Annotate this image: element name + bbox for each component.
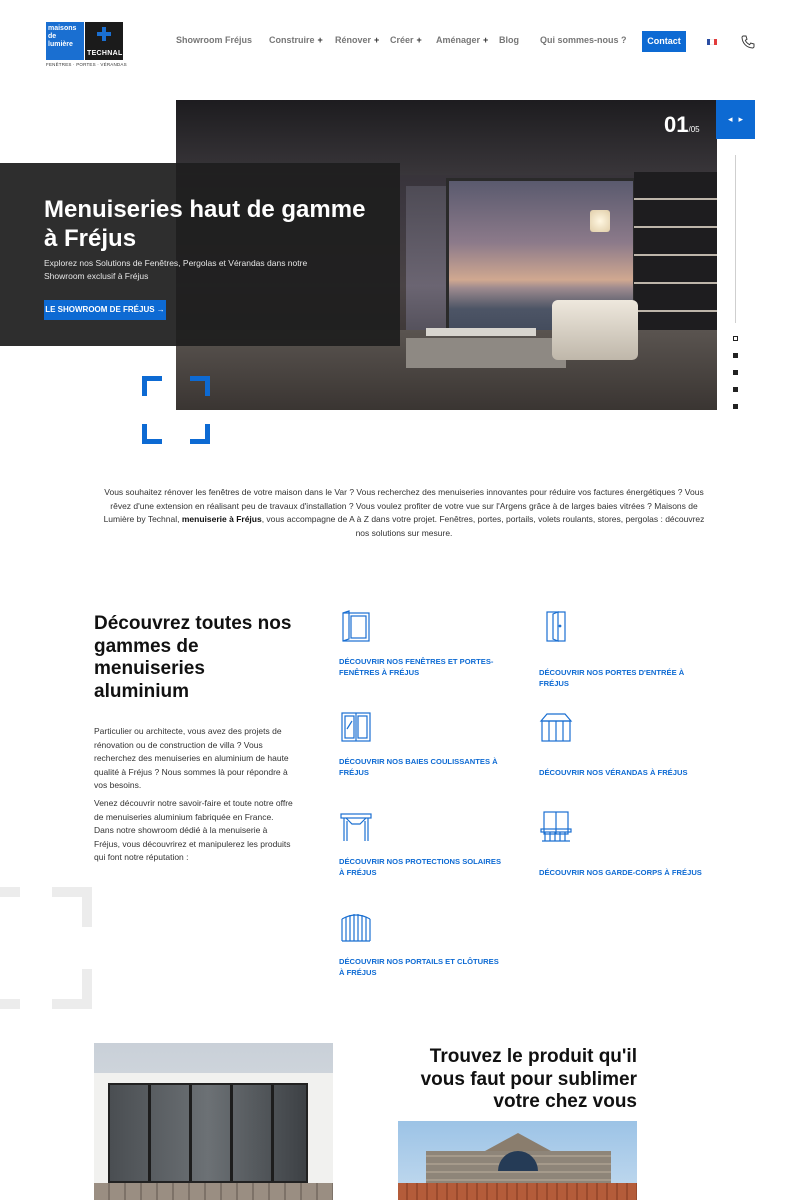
- find-product-title: Trouvez le produit qu'il vous faut pour sublimer votre chez vous: [420, 1046, 637, 1112]
- ranges-paragraph-2: Venez découvrir notre savoir-faire et toute notre offre de menuiseries aluminium fabriquée en France. Dans notre showroom dédié à la menuiserie à Fréjus, vous découvrirez et manipulerez les produits qui font notre réputation :: [94, 798, 293, 862]
- sliding-bay-icon: [339, 709, 373, 743]
- fr-flag-icon[interactable]: [707, 39, 717, 45]
- product-link-solar-protections[interactable]: DÉCOUVRIR NOS PROTECTIONS SOLAIRES À FRÉJUS: [339, 809, 509, 843]
- intro-bold-keyword: menuiserie à Fréjus: [181, 514, 262, 524]
- stone-house-photo: [398, 1121, 637, 1200]
- product-link-gates-fences[interactable]: DÉCOUVRIR NOS PORTAILS ET CLÔTURES À FRÉJUS: [339, 909, 509, 943]
- decorative-grey-frame-icon: [0, 887, 92, 1009]
- brand-logo[interactable]: [46, 22, 127, 68]
- railing-icon: [539, 809, 573, 843]
- hero-subtitle: Explorez nos Solutions de Fenêtres, Pergolas et Vérandas dans notre Showroom exclusif à Fréjus: [44, 258, 308, 281]
- slider-arrows: [716, 100, 755, 139]
- nav-renover[interactable]: Rénover +: [335, 35, 380, 45]
- product-link-windows[interactable]: DÉCOUVRIR NOS FENÊTRES ET PORTES-FENÊTRES À FRÉJUS: [339, 609, 509, 643]
- decorative-frame-icon: [142, 376, 210, 444]
- plus-icon: +: [483, 35, 489, 45]
- contact-button[interactable]: Contact: [642, 31, 686, 52]
- site-header: [0, 0, 800, 90]
- nav-amenager[interactable]: Aménager +: [436, 35, 489, 45]
- window-icon: [339, 609, 373, 643]
- nav-blog[interactable]: Blog: [499, 35, 519, 45]
- product-link-railings[interactable]: DÉCOUVRIR NOS GARDE-CORPS À FRÉJUS: [539, 809, 709, 843]
- slide-dot-2[interactable]: [733, 353, 738, 358]
- phone-icon[interactable]: [740, 34, 756, 50]
- folding-bay-photo: [94, 1043, 333, 1200]
- hero-title: Menuiseries haut de gamme à Fréjus: [44, 196, 366, 252]
- slide-dot-1[interactable]: [733, 336, 738, 341]
- product-link-verandas[interactable]: DÉCOUVRIR NOS VÉRANDAS À FRÉJUS: [539, 709, 709, 743]
- product-link-entry-doors[interactable]: DÉCOUVRIR NOS PORTES D'ENTRÉE À FRÉJUS: [539, 609, 709, 643]
- logo-tagline: FENÊTRES · PORTES · VÉRANDAS: [46, 62, 127, 67]
- slide-dot-5[interactable]: [733, 404, 738, 409]
- plus-icon: +: [374, 35, 380, 45]
- prev-arrow-icon[interactable]: ◂: [727, 114, 733, 124]
- product-link-sliding-bays[interactable]: DÉCOUVRIR NOS BAIES COULISSANTES À FRÉJUS: [339, 709, 509, 743]
- technal-cross-icon: [97, 27, 111, 41]
- showroom-frejus-button[interactable]: LE SHOWROOM DE FRÉJUS →: [44, 300, 166, 320]
- logo-technal: TECHNAL: [85, 22, 123, 60]
- slide-counter: 01/05: [664, 112, 700, 137]
- plus-icon: +: [416, 35, 422, 45]
- logo-maisons-de-lumiere: maisons de lumière: [46, 22, 84, 60]
- nav-construire[interactable]: Construire +: [269, 35, 323, 45]
- intro-paragraph: Vous souhaitez rénover les fenêtres de votre maison dans le Var ? Vous recherchez des menuiseries innovantes pour réduire vos factures énergétiques ? Vous rêvez d'une extension en réalisant peu de travaux d'installation ? Vous voulez profiter de votre vue sur l'Argens grâce à de larges baies vitrées ? Maisons de Lumière by Technal, menuiserie à Fréjus, vous accompagne de A à Z dans votre projet. Fenêtres, portes, portails, volets roulants, stores, pergolas : découvrez nos solutions sur mesure.: [103, 487, 705, 538]
- nav-qui-sommes-nous[interactable]: Qui sommes-nous ?: [540, 35, 627, 45]
- slide-dot-4[interactable]: [733, 387, 738, 392]
- plus-icon: +: [317, 35, 323, 45]
- slide-dot-3[interactable]: [733, 370, 738, 375]
- gate-icon: [339, 909, 373, 943]
- ranges-title: Découvrez toutes nos gammes de menuiseries aluminium: [94, 613, 292, 702]
- ranges-paragraph-1: Particulier ou architecte, vous avez des projets de rénovation ou de construction de villa ? Vous recherchez des menuiseries en aluminium de haute qualité à Fréjus ? Nous sommes là pour répondre à vos besoins.: [94, 726, 289, 790]
- next-arrow-icon[interactable]: ▸: [738, 114, 744, 124]
- veranda-icon: [539, 709, 573, 743]
- nav-showroom-frejus[interactable]: Showroom Fréjus: [176, 35, 253, 45]
- slide-progress-track: [735, 155, 736, 323]
- pergola-icon: [339, 809, 373, 843]
- nav-creer[interactable]: Créer +: [390, 35, 422, 45]
- door-icon: [539, 609, 573, 643]
